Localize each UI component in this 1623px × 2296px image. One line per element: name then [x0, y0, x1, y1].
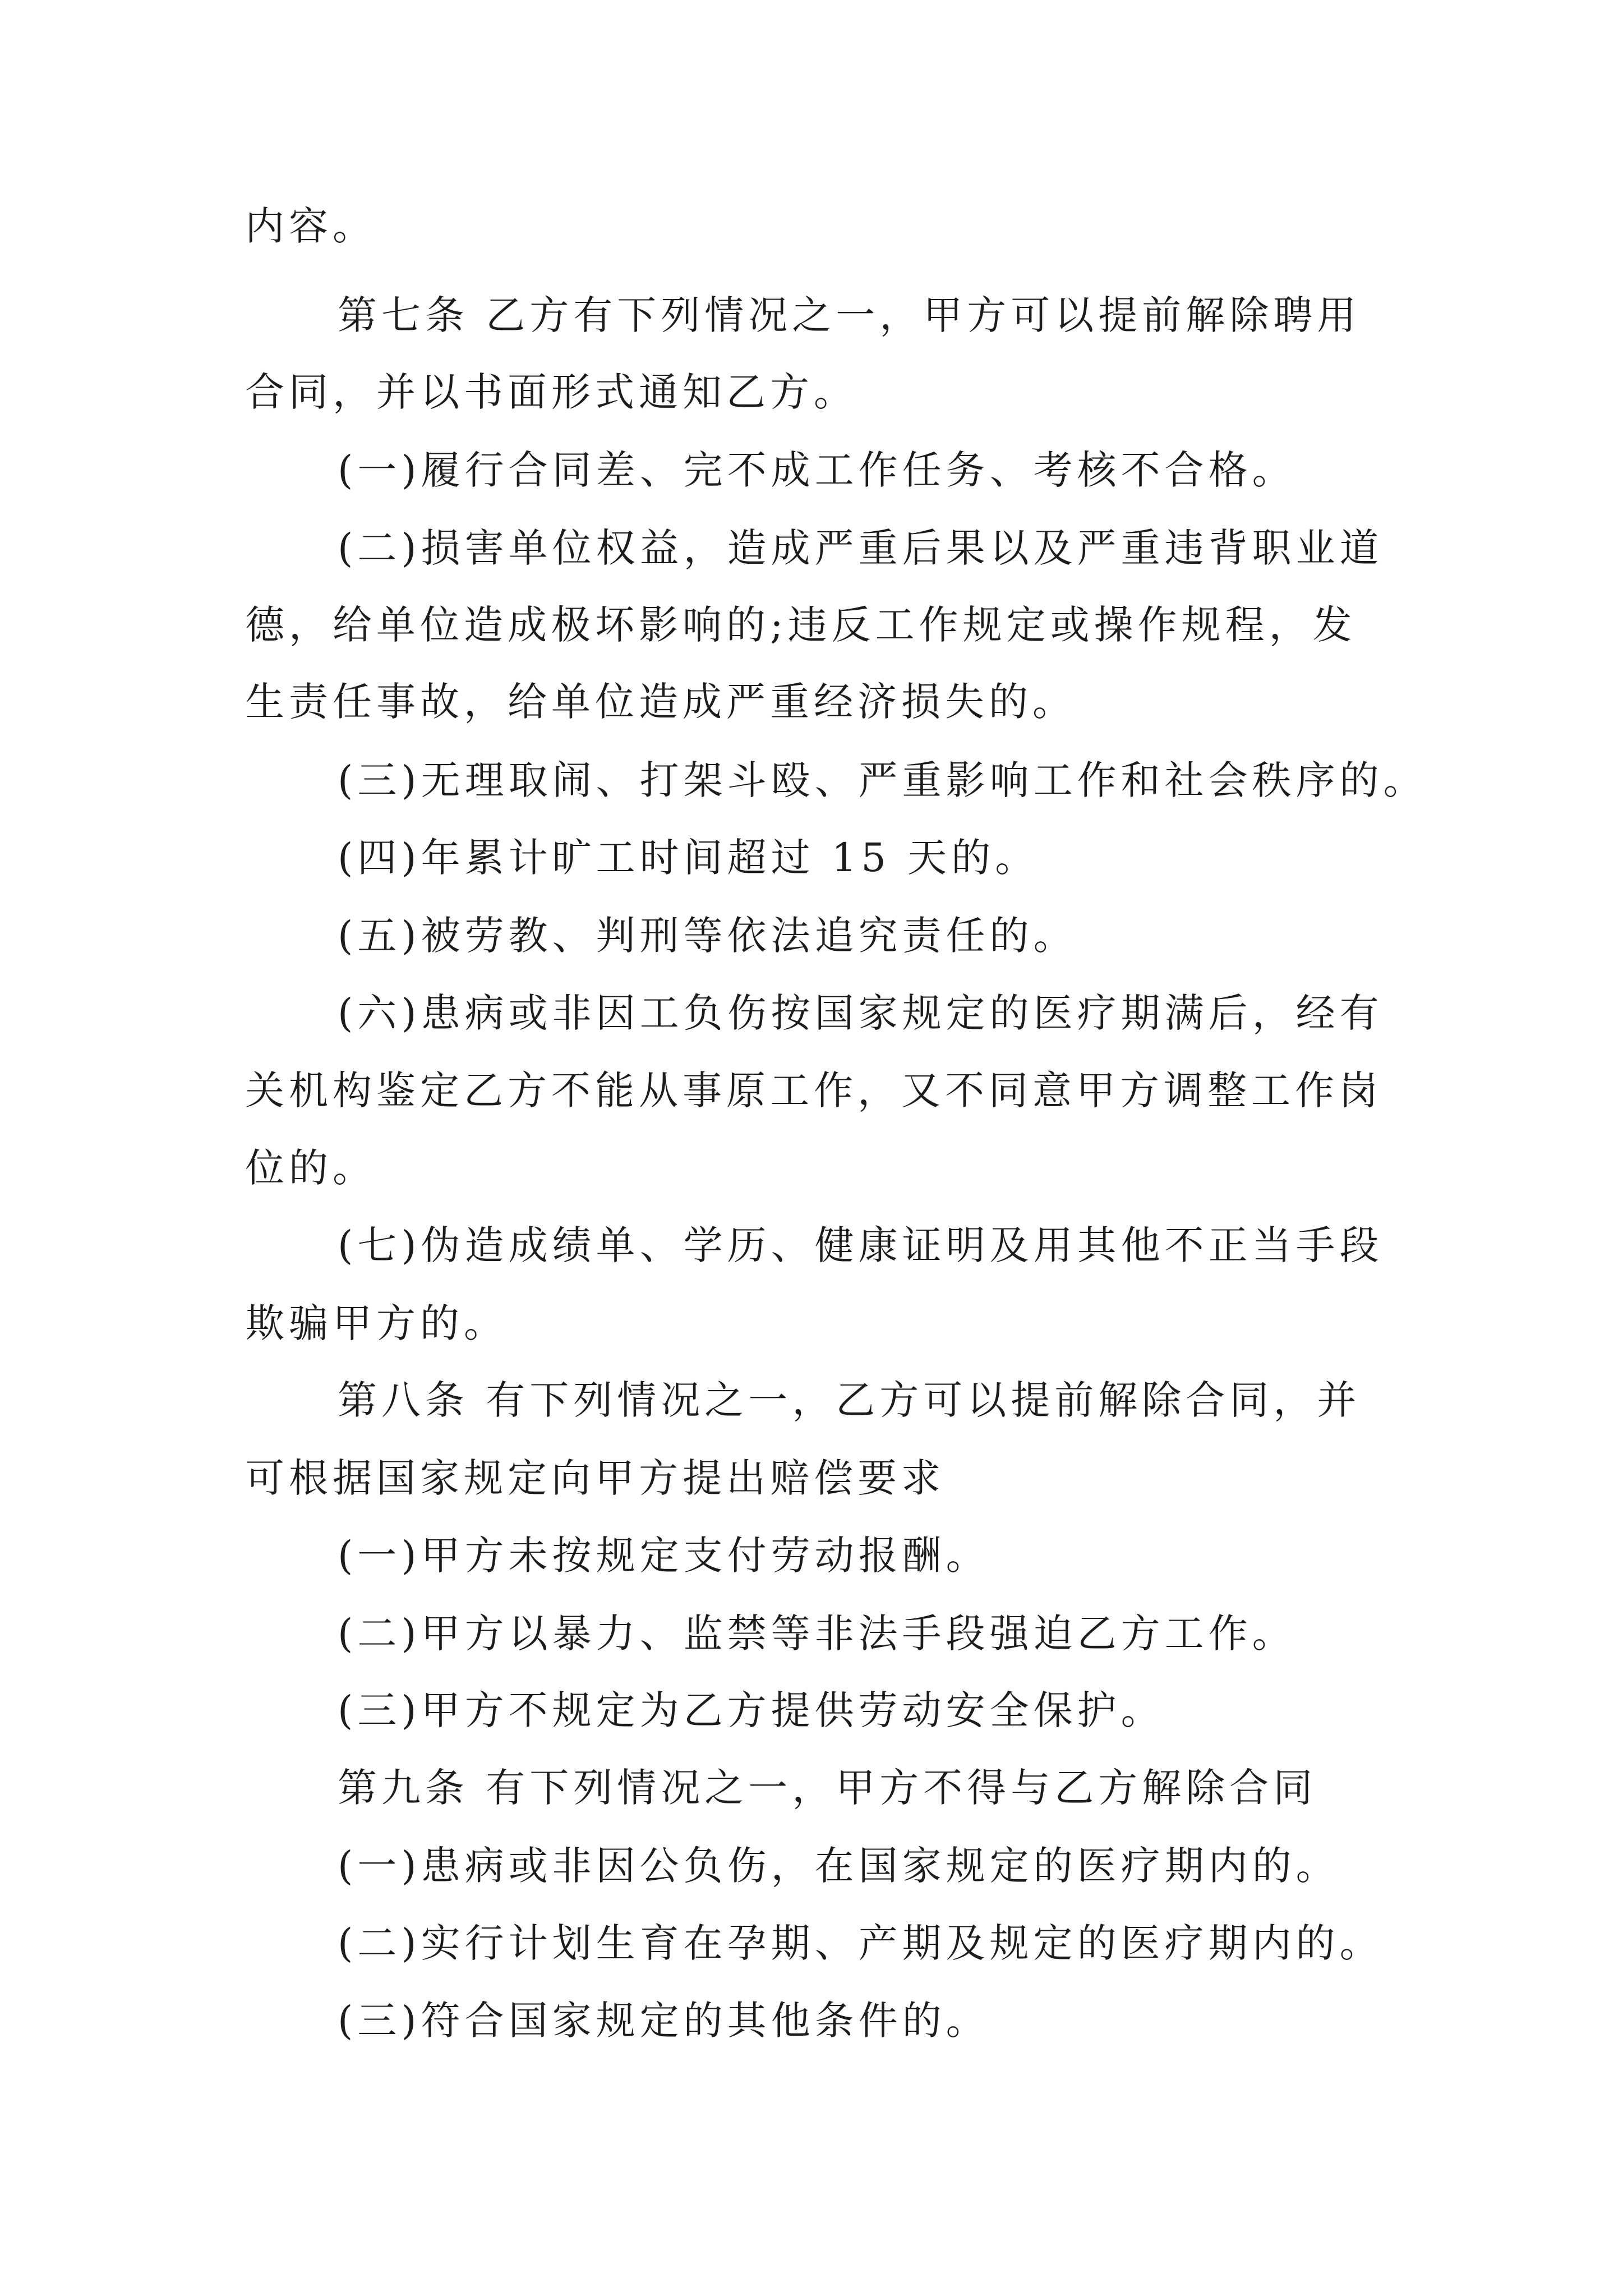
clause-item: (六)患病或非因工负伤按国家规定的医疗期满后，经有 [338, 990, 1384, 1036]
text-line: 可根据国家规定向甲方提出赔偿要求 [245, 1455, 945, 1501]
text-line: 关机构鉴定乙方不能从事原工作，又不同意甲方调整工作岗 [245, 1068, 1382, 1114]
clause-item: (三)甲方不规定为乙方提供劳动安全保护。 [338, 1687, 1165, 1733]
clause-item: (二)实行计划生育在孕期、产期及规定的医疗期内的。 [338, 1920, 1384, 1966]
clause-item: (五)被劳教、判刑等依法追究责任的。 [338, 913, 1077, 959]
article-8-heading: 第八条 有下列情况之一，乙方可以提前解除合同，并 [338, 1377, 1361, 1423]
clause-item: (二)损害单位权益，造成严重后果以及严重违背职业道 [338, 525, 1384, 571]
clause-item: (一)甲方未按规定支付劳动报酬。 [338, 1533, 990, 1579]
text-line: 合同，并以书面形式通知乙方。 [245, 369, 857, 415]
clause-item: (一)患病或非因公负伤，在国家规定的医疗期内的。 [338, 1843, 1340, 1889]
clause-item: (四)年累计旷工时间超过 15 天的。 [338, 835, 1039, 881]
clause-item: (一)履行合同差、完不成工作任务、考核不合格。 [338, 447, 1296, 493]
clause-item: (七)伪造成绩单、学历、健康证明及用其他不正当手段 [338, 1222, 1384, 1268]
article-9-heading: 第九条 有下列情况之一，甲方不得与乙方解除合同 [338, 1765, 1317, 1811]
text-line: 位的。 [245, 1145, 376, 1191]
clause-item: (三)无理取闹、打架斗殴、严重影响工作和社会秩序的。 [338, 757, 1427, 803]
text-line: 德，给单位造成极坏影响的;违反工作规定或操作规程，发 [245, 602, 1357, 648]
text-line: 生责任事故，给单位造成严重经济损失的。 [245, 679, 1076, 725]
clause-item: (三)符合国家规定的其他条件的。 [338, 1998, 990, 2044]
text-line: 欺骗甲方的。 [245, 1300, 508, 1346]
text-line: 内容。 [245, 203, 376, 249]
clause-item: (二)甲方以暴力、监禁等非法手段强迫乙方工作。 [338, 1611, 1296, 1657]
article-7-heading: 第七条 乙方有下列情况之一，甲方可以提前解除聘用 [338, 292, 1361, 338]
